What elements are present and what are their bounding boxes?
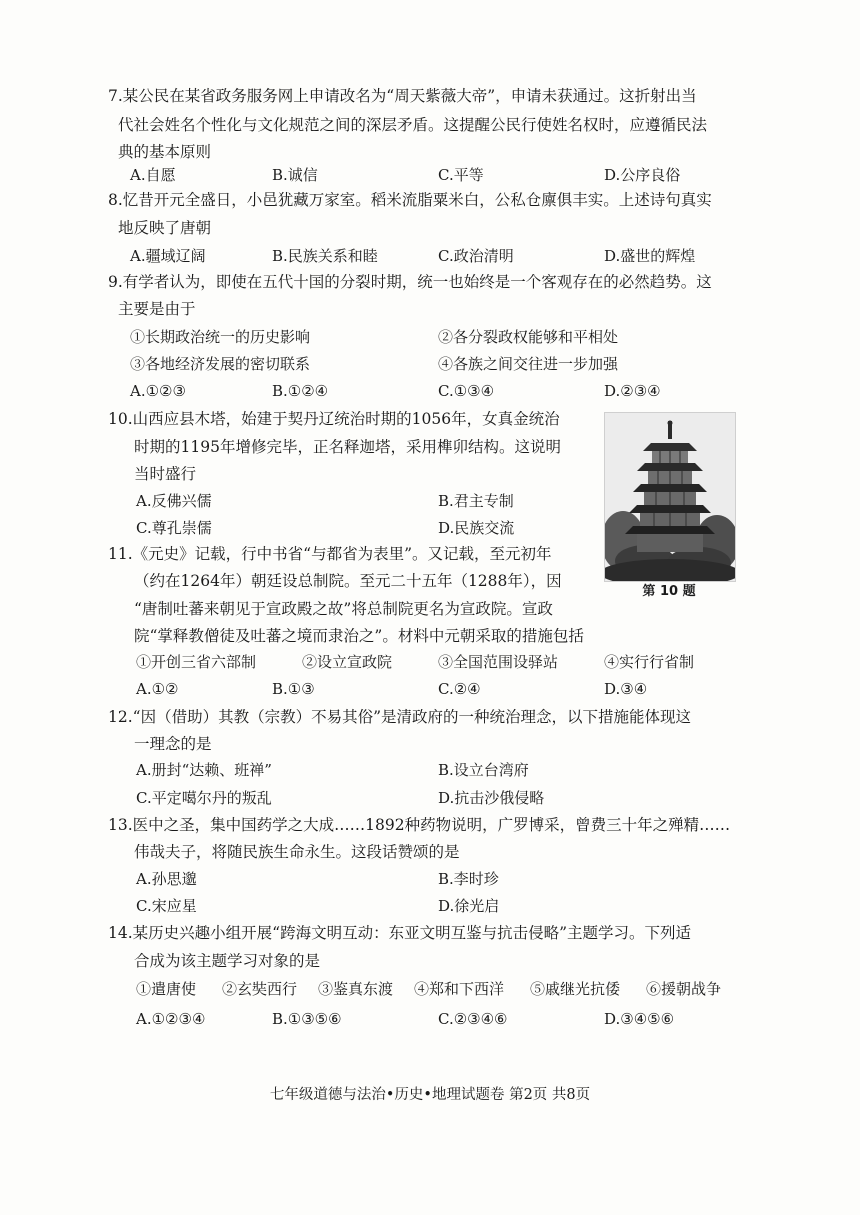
question-14-option-d: D.③④⑤⑥	[604, 1010, 675, 1028]
question-10-line-3: 当时盛行	[134, 465, 197, 483]
question-12-option-b: B.设立台湾府	[438, 761, 529, 779]
question-13-line-1: 13.医中之圣，集中国药学之大成……1892种药物说明，广罗博采，曾费三十年之殚精……	[108, 816, 731, 834]
question-14-item-3: ③鉴真东渡	[318, 980, 394, 998]
question-14-option-a: A.①②③④	[136, 1010, 206, 1028]
question-11-option-c: C.②④	[438, 680, 481, 698]
question-12-line-1: 12.“因（借助）其教（宗教）不易其俗”是清政府的一种统治理念，以下措施能体现这	[108, 708, 692, 726]
question-9-option-c: C.①③④	[438, 382, 495, 400]
question-11-line-2: （约在1264年）朝廷设总制院。至元二十五年（1288年），因	[134, 572, 562, 590]
question-11-option-a: A.①②	[136, 680, 179, 698]
question-10-option-c: C.尊孔崇儒	[136, 519, 212, 537]
question-11-line-3: “唐制吐蕃来朝见于宣政殿之故”将总制院更名为宣政院。宣政	[134, 600, 553, 618]
question-7-line-1: 7.某公民在某省政务服务网上申请改名为“周天紫薇大帝”，申请未获通过。这折射出当	[108, 87, 697, 105]
pagoda-illustration	[605, 413, 735, 581]
question-13-option-c: C.宋应星	[136, 897, 197, 915]
question-7-option-d: D.公序良俗	[604, 166, 681, 184]
question-9-item-1: ①长期政治统一的历史影响	[130, 328, 311, 346]
question-9-item-4: ④各族之间交往进一步加强	[438, 355, 619, 373]
question-11-item-2: ②设立宣政院	[302, 653, 393, 671]
question-13-line-2: 伟哉夫子，将随民族生命永生。这段话赞颂的是	[134, 843, 460, 861]
question-11-item-4: ④实行行省制	[604, 653, 695, 671]
question-9-line-2: 主要是由于	[118, 300, 196, 318]
question-11-option-d: D.③④	[604, 680, 648, 698]
question-9-option-a: A.①②③	[130, 382, 186, 400]
question-8-option-a: A.疆域辽阔	[130, 247, 206, 265]
question-12-line-2: 一理念的是	[134, 735, 212, 753]
question-11-item-1: ①开创三省六部制	[136, 653, 257, 671]
question-14-item-1: ①遣唐使	[136, 980, 197, 998]
wooden-pagoda-photo	[604, 412, 736, 582]
question-12-option-d: D.抗击沙俄侵略	[438, 789, 545, 807]
figure-caption: 第 10 题	[642, 584, 696, 599]
question-13-option-d: D.徐光启	[438, 897, 500, 915]
question-14-option-c: C.②③④⑥	[438, 1010, 508, 1028]
question-14-item-5: ⑤戚继光抗倭	[530, 980, 621, 998]
question-7-line-3: 典的基本原则	[118, 143, 212, 161]
page-footer: 七年级道德与法治•历史•地理试题卷 第2页 共8页	[269, 1087, 591, 1103]
question-14-item-2: ②玄奘西行	[222, 980, 298, 998]
question-8-option-b: B.民族关系和睦	[272, 247, 378, 265]
question-8-line-2: 地反映了唐朝	[118, 219, 212, 237]
question-14-item-4: ④郑和下西洋	[414, 980, 505, 998]
question-10-line-2: 时期的1195年增修完毕，正名释迦塔，采用榫卯结构。这说明	[134, 438, 561, 456]
question-12-option-a: A.册封“达赖、班禅”	[136, 761, 272, 779]
question-11-line-1: 11.《元史》记载，行中书省“与都省为表里”。又记载，至元初年	[108, 545, 552, 563]
question-14-item-6: ⑥援朝战争	[646, 980, 722, 998]
question-9-option-d: D.②③④	[604, 382, 661, 400]
question-7-option-c: C.平等	[438, 166, 484, 184]
question-9-item-2: ②各分裂政权能够和平相处	[438, 328, 619, 346]
question-11-option-b: B.①③	[272, 680, 315, 698]
question-8-option-c: C.政治清明	[438, 247, 514, 265]
question-9-option-b: B.①②④	[272, 382, 329, 400]
question-12-option-c: C.平定噶尔丹的叛乱	[136, 789, 272, 807]
question-10-option-b: B.君主专制	[438, 492, 514, 510]
question-14-option-b: B.①③⑤⑥	[272, 1010, 342, 1028]
question-10-line-1: 10.山西应县木塔，始建于契丹辽统治时期的1056年，女真金统治	[108, 410, 560, 428]
question-9-line-1: 9.有学者认为，即使在五代十国的分裂时期，统一也始终是一个客观存在的必然趋势。这	[108, 273, 712, 291]
question-14-line-1: 14.某历史兴趣小组开展“跨海文明互动：东亚文明互鉴与抗击侵略”主题学习。下列适	[108, 924, 692, 942]
question-7-line-2: 代社会姓名个性化与文化规范之间的深层矛盾。这提醒公民行使姓名权时，应遵循民法	[118, 116, 708, 134]
question-13-option-b: B.李时珍	[438, 870, 499, 888]
question-10-option-d: D.民族交流	[438, 519, 515, 537]
question-13-option-a: A.孙思邈	[136, 870, 197, 888]
question-8-option-d: D.盛世的辉煌	[604, 247, 696, 265]
question-8-line-1: 8.忆昔开元全盛日，小邑犹藏万家室。稻米流脂粟米白，公私仓廪俱丰实。上述诗句真实	[108, 191, 712, 209]
question-14-line-2: 合成为该主题学习对象的是	[134, 952, 321, 970]
question-11-item-3: ③全国范围设驿站	[438, 653, 559, 671]
question-7-option-b: B.诚信	[272, 166, 318, 184]
question-10-option-a: A.反佛兴儒	[136, 492, 212, 510]
question-11-line-4: 院“掌释教僧徒及吐蕃之境而隶治之”。材料中元朝采取的措施包括	[134, 627, 584, 645]
question-7-option-a: A.自愿	[130, 166, 176, 184]
question-9-item-3: ③各地经济发展的密切联系	[130, 355, 311, 373]
